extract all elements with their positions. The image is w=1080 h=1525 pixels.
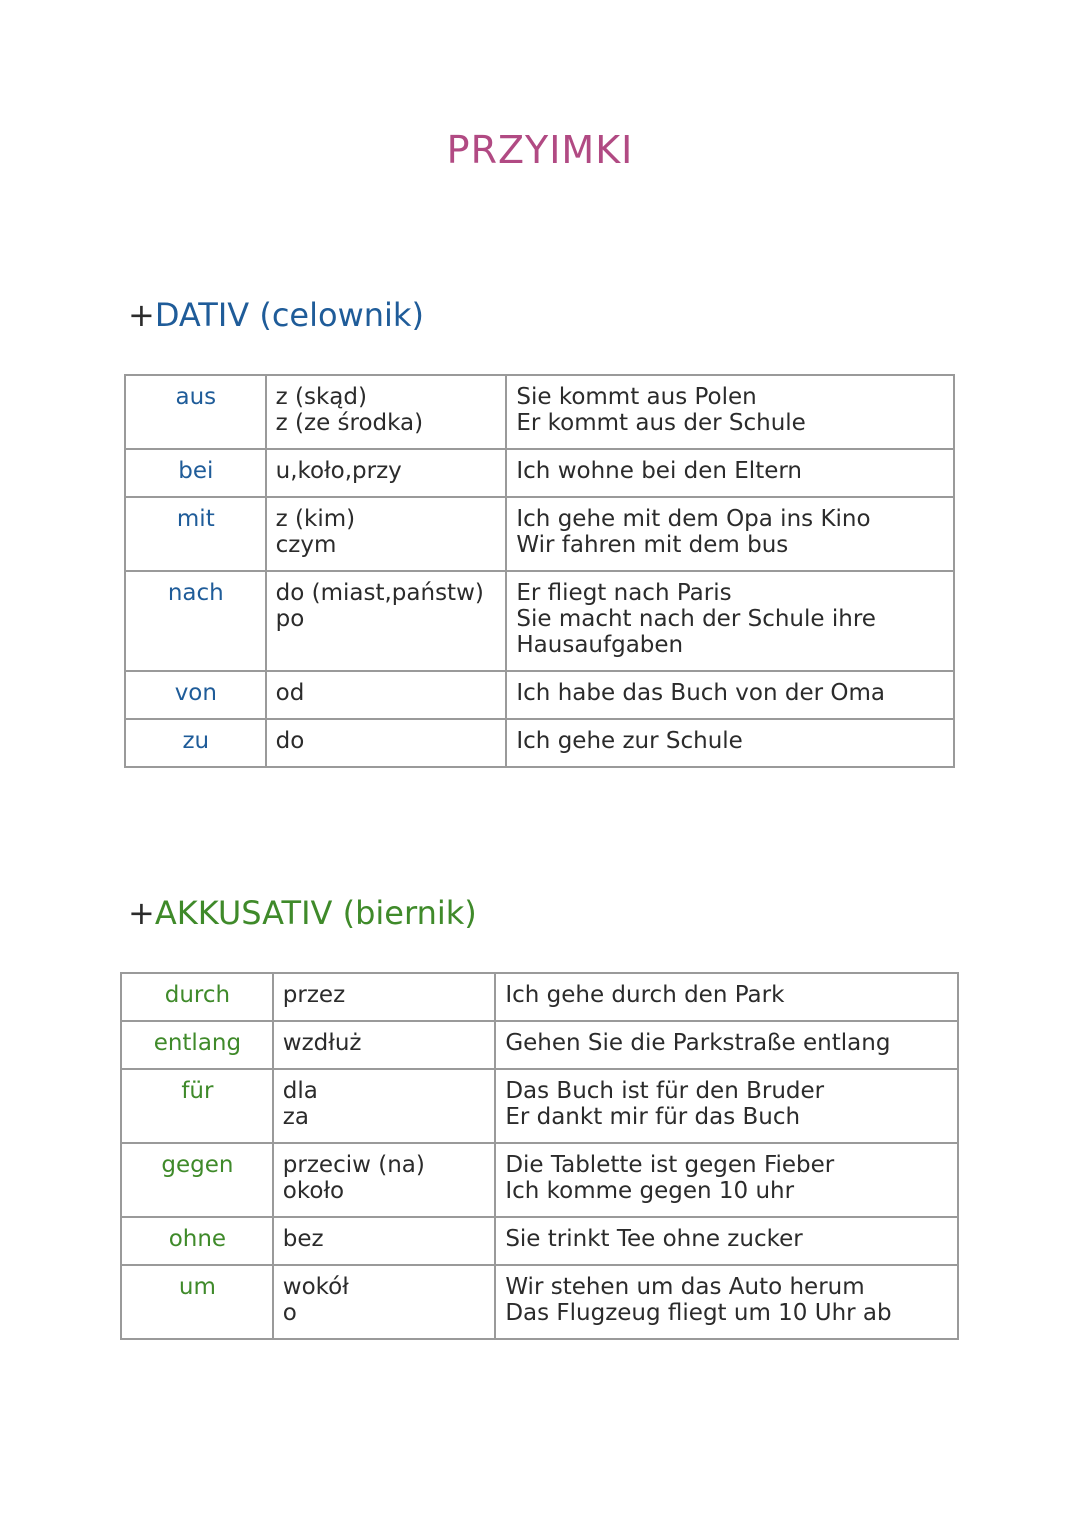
dativ-heading-label: DATIV (celownik): [154, 296, 424, 334]
akkusativ-plus-sign: +: [128, 894, 155, 932]
translation-cell: dla za: [273, 1069, 496, 1143]
table-row: [125, 719, 954, 767]
page-title: PRZYIMKI: [446, 128, 634, 172]
translation-cell: z (kim) czym: [266, 497, 507, 571]
preposition-cell: für: [121, 1069, 273, 1143]
translation-cell: do (miast,państw) po: [266, 571, 507, 671]
example-cell: Ich gehe durch den Park: [495, 973, 958, 1021]
table-row: [121, 973, 958, 1021]
preposition-cell: bei: [125, 449, 266, 497]
preposition-cell: ohne: [121, 1217, 273, 1265]
example-cell: Gehen Sie die Parkstraße entlang: [495, 1021, 958, 1069]
example-cell: Ich habe das Buch von der Oma: [506, 671, 954, 719]
table-row: [121, 1069, 958, 1143]
example-cell: Die Tablette ist gegen Fieber Ich komme gegen 10 uhr: [495, 1143, 958, 1217]
table-row: [125, 375, 954, 449]
table-row: [125, 449, 954, 497]
akkusativ-section-heading: [128, 894, 477, 932]
dativ-plus-sign: +: [128, 296, 155, 334]
akkusativ-preposition-table: [120, 972, 959, 1340]
table-row: [121, 1265, 958, 1339]
preposition-cell: durch: [121, 973, 273, 1021]
example-cell: Ich gehe mit dem Opa ins Kino Wir fahren mit dem bus: [506, 497, 954, 571]
example-cell: Wir stehen um das Auto herum Das Flugzeug fliegt um 10 Uhr ab: [495, 1265, 958, 1339]
translation-cell: wzdłuż: [273, 1021, 496, 1069]
example-cell: Das Buch ist für den Bruder Er dankt mir für das Buch: [495, 1069, 958, 1143]
translation-cell: wokół o: [273, 1265, 496, 1339]
translation-cell: z (skąd) z (ze środka): [266, 375, 507, 449]
table-row: [121, 1021, 958, 1069]
dativ-section-heading: [128, 296, 424, 334]
translation-cell: przeciw (na) około: [273, 1143, 496, 1217]
table-row: [121, 1217, 958, 1265]
table-row: [121, 1143, 958, 1217]
preposition-cell: mit: [125, 497, 266, 571]
example-cell: Ich gehe zur Schule: [506, 719, 954, 767]
dativ-preposition-table: [124, 374, 955, 768]
translation-cell: od: [266, 671, 507, 719]
example-cell: Er fliegt nach Paris Sie macht nach der Schule ihre Hausaufgaben: [506, 571, 954, 671]
preposition-cell: nach: [125, 571, 266, 671]
translation-cell: bez: [273, 1217, 496, 1265]
table-row: [125, 671, 954, 719]
akkusativ-heading-label: AKKUSATIV (biernik): [154, 894, 477, 932]
example-cell: Ich wohne bei den Eltern: [506, 449, 954, 497]
translation-cell: u,koło,przy: [266, 449, 507, 497]
example-cell: Sie trinkt Tee ohne zucker: [495, 1217, 958, 1265]
table-row: [125, 571, 954, 671]
preposition-cell: um: [121, 1265, 273, 1339]
translation-cell: do: [266, 719, 507, 767]
preposition-cell: von: [125, 671, 266, 719]
preposition-cell: aus: [125, 375, 266, 449]
preposition-cell: entlang: [121, 1021, 273, 1069]
preposition-cell: gegen: [121, 1143, 273, 1217]
table-row: [125, 497, 954, 571]
translation-cell: przez: [273, 973, 496, 1021]
example-cell: Sie kommt aus Polen Er kommt aus der Schule: [506, 375, 954, 449]
preposition-cell: zu: [125, 719, 266, 767]
